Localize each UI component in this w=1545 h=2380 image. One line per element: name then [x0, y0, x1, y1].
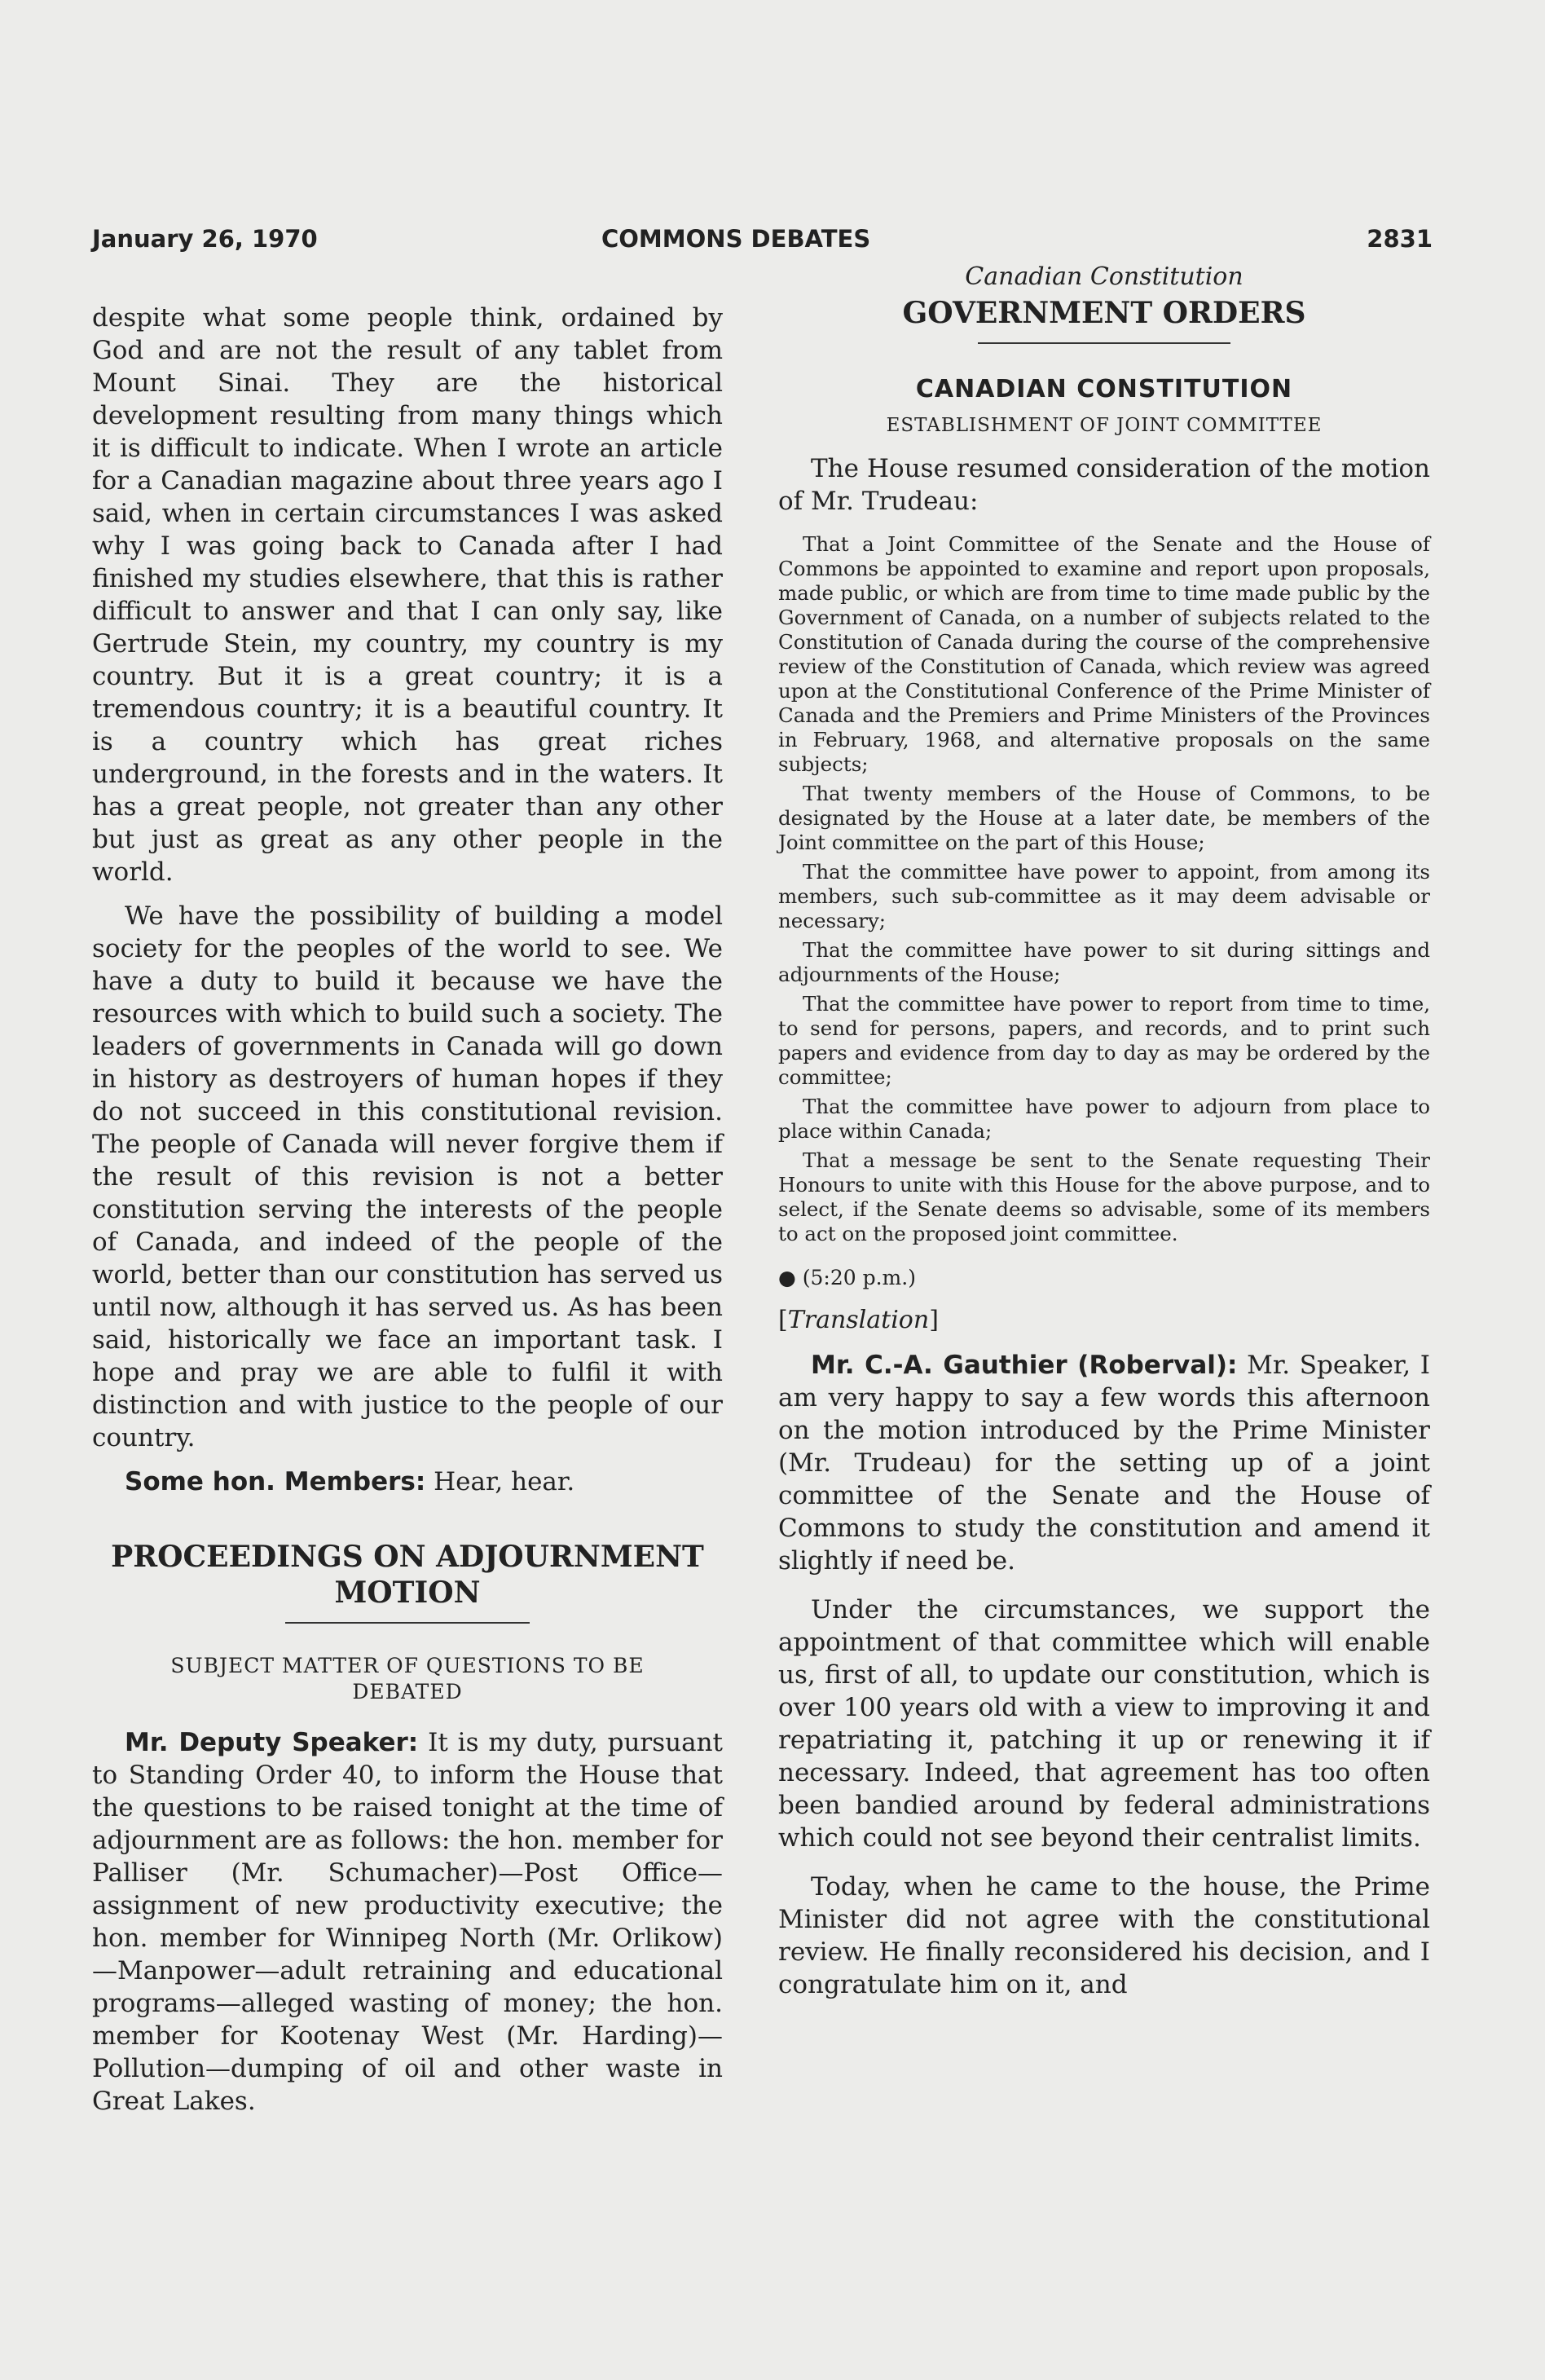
time-stamp: ● (5:20 p.m.) — [778, 1266, 916, 1289]
translation-marker — [778, 1306, 1430, 1334]
running-head: Canadian Constitution — [965, 262, 1243, 291]
bracket-open: [ — [778, 1306, 788, 1334]
deputy-speaker-name: Mr. Deputy Speaker: — [125, 1728, 419, 1757]
header-date: January 26, 1970 — [92, 225, 318, 253]
deputy-speaker-paragraph — [92, 1726, 723, 2118]
government-orders-heading: GOVERNMENT ORDERS — [902, 296, 1306, 330]
heading-rule — [978, 342, 1230, 344]
gauthier-name: Mr. C.-A. Gauthier (Roberval): — [811, 1351, 1238, 1380]
hear-hear-line — [92, 1465, 723, 1498]
right-column — [778, 261, 1430, 2001]
header-page-number: 2831 — [1367, 225, 1433, 253]
deputy-speaker-text: It is my duty, pursuant to Standing Order 40, to inform the House that the questions to be raised tonight at the time of adjournment are as follows: the hon. member for Palliser (Mr. Schumacher)—Post Office—assignment of new productivity executive; the hon. member for Winnipeg North (Mr. Orlikow)—Manpower—adult retraining and educational programs—alleged wasting of money; the hon. member for Kootenay West (Mr. Harding)—Pollution—dumping of oil and other waste in Great Lakes. — [92, 1728, 724, 2116]
section-subheading: ESTABLISHMENT OF JOINT COMMITTEE — [886, 415, 1323, 436]
page-header — [92, 225, 1433, 258]
speaker-name: Some hon. Members: — [125, 1467, 426, 1496]
gauthier-text: Mr. Speaker, I am very happy to say a few words this afternoon on the motion introduced by the Prime Minister (Mr. Trudeau) for the setting up of a joint committee of the Senate and the House of Commons to study the constitution and amend it slightly if need be. — [778, 1351, 1431, 1576]
heading-rule — [285, 1622, 530, 1624]
intro-paragraph: The House resumed consideration of the motion of Mr. Trudeau: — [778, 454, 1430, 516]
motion-clause: That the committee have power to adjourn from place to place within Canada; — [778, 1095, 1430, 1143]
bracket-close: ] — [929, 1306, 939, 1334]
gauthier-paragraph — [778, 1349, 1430, 1577]
motion-clause: That twenty members of the House of Commons, to be designated by the House at a later date, be members of the Joint committee on the part of this House; — [778, 782, 1430, 854]
translation-label: Translation — [787, 1306, 930, 1334]
motion-clause: That a Joint Committee of the Senate and the House of Commons be appointed to examine and report upon proposals, made public, or which are from time to time made public by the Government of Canada, on a number of subjects related to the Constitution of Canada during the course of the comprehensive review of the Constitution of Canada, which review was agreed upon at the Constitutional Conference of the Prime Minister of Canada and the Premiers and Prime Ministers of the Provinces in February, 1968, and alternative proposals on the same subjects; — [778, 532, 1430, 776]
header-title: COMMONS DEBATES — [601, 225, 871, 253]
motion-clause: That a message be sent to the Senate requesting Their Honours to unite with this House for the above purpose, and to select, if the Senate deems so advisable, some of its members to act on the proposed joint committee. — [778, 1148, 1430, 1245]
motion-clause: That the committee have power to sit during sittings and adjournments of the House; — [778, 938, 1430, 986]
today-paragraph: Today, when he came to the house, the Prime Minister did not agree with the constitutional review. He finally reconsidered his decision, and I congratulate him on it, and — [778, 1872, 1430, 1999]
circumstances-paragraph: Under the circumstances, we support the appointment of that committee which will enable us, first of all, to update our constitution, which is over 100 years old with a view to improving it and repatriating it, patching it up or renewing it if necessary. Indeed, that agreement has too often been bandied around by federal administrations which could not see beyond their centralist limits. — [778, 1595, 1430, 1853]
left-paragraph-2: We have the possibility of building a model society for the peoples of the world to see. We have a duty to build it because we have the resources with which to build such a society. The leaders of governments in Canada will go down in history as destroyers of human hopes if they do not succeed in this constitutional revision. The people of Canada will never forgive them if the result of this revision is not a better constitution serving the interests of the people of Canada, and indeed of the people of the world, better than our constitution has served us until now, although it has served us. As has been said, historically we face an important task. I hope and pray we are able to fulfil it with distinction and with justice to the people of our country. — [92, 901, 723, 1452]
motion-clause: That the committee have power to report from time to time, to send for persons, papers, and records, and to print such papers and evidence from day to day as may be ordered by the committee; — [778, 992, 1430, 1089]
left-paragraph-1: despite what some people think, ordained by God and are not the result of any tablet from Mount Sinai. They are the historical development resulting from many things which it is difficult to indicate. When I wrote an article for a Canadian magazine about three years ago I said, when in certain circumstances I was asked why I was going back to Canada after I had finished my studies elsewhere, that this is rather difficult to answer and that I can only say, like Gertrude Stein, my country, my country is my country. But it is a great country; it is a tremendous country; it is a beautiful country. It is a country which has great riches underground, in the forests and in the waters. It has a great people, not greater than any other but just as great as any other people in the world. — [92, 303, 723, 887]
subject-heading: SUBJECT MATTER OF QUESTIONS TO BE DEBATED — [170, 1654, 645, 1703]
section-heading: CANADIAN CONSTITUTION — [915, 375, 1293, 403]
proceedings-heading: PROCEEDINGS ON ADJOURNMENT MOTION — [111, 1540, 704, 1610]
hear-hear-text: Hear, hear. — [434, 1467, 575, 1496]
motion-clause: That the committee have power to appoint, from among its members, such sub-committee as it may deem advisable or necessary; — [778, 860, 1430, 932]
left-column — [92, 302, 723, 2118]
motion-text — [778, 532, 1430, 1246]
